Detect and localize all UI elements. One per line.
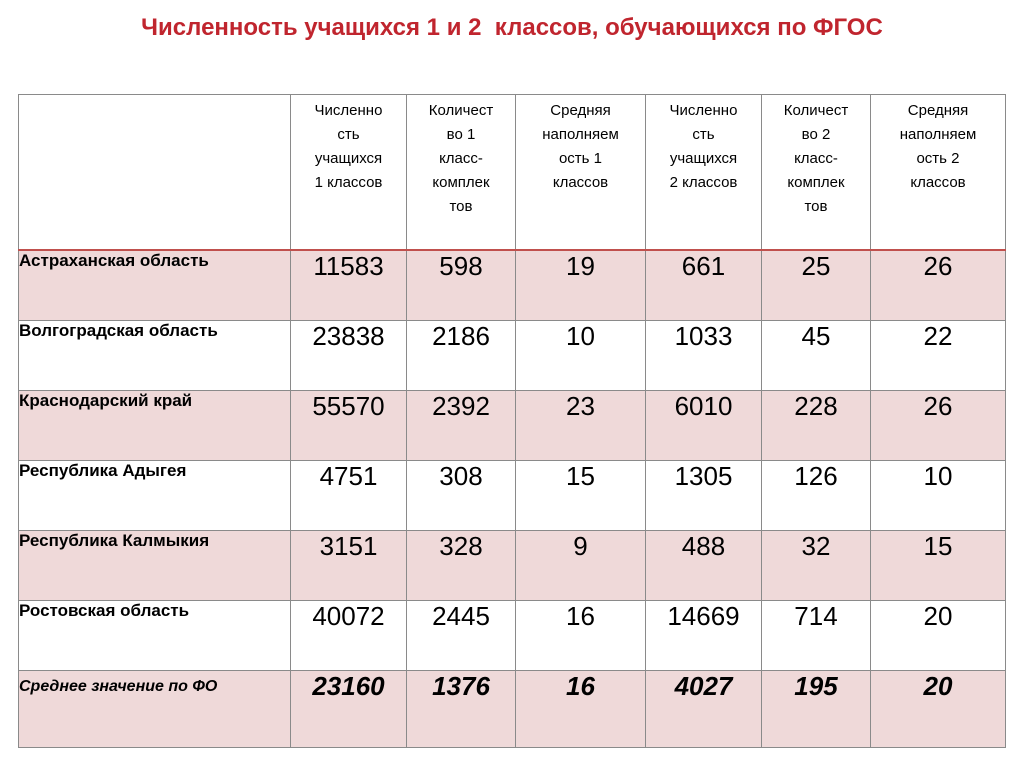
value-cell: 19 <box>516 250 646 321</box>
table-row <box>19 601 1006 671</box>
header-line: Средняя <box>907 102 969 119</box>
value-cell: 488 <box>646 531 762 601</box>
table-row <box>19 321 1006 391</box>
header-line: тов <box>449 198 473 215</box>
region-cell: Волгоградская область <box>19 321 291 391</box>
header-line: класс- <box>794 150 838 167</box>
average-row <box>19 671 1006 748</box>
header-line: Средняя <box>550 102 611 119</box>
value-cell: 308 <box>407 461 516 531</box>
header-line: наполняем <box>899 126 977 143</box>
value-cell: 32 <box>762 531 871 601</box>
region-cell: Астраханская область <box>19 250 291 321</box>
header-row <box>19 95 1006 251</box>
data-table <box>18 94 1006 748</box>
value-cell: 2392 <box>407 391 516 461</box>
average-value-cell: 195 <box>762 671 871 748</box>
header-line: классов <box>910 174 966 191</box>
table-row <box>19 461 1006 531</box>
value-cell: 228 <box>762 391 871 461</box>
header-line: Численно <box>669 102 738 119</box>
value-cell: 6010 <box>646 391 762 461</box>
value-cell: 3151 <box>291 531 407 601</box>
header-cell <box>516 95 646 251</box>
value-cell: 661 <box>646 250 762 321</box>
header-line: Количест <box>783 102 849 119</box>
header-line: наполняем <box>542 126 619 143</box>
header-line: учащихся <box>669 150 738 167</box>
value-cell: 598 <box>407 250 516 321</box>
header-line: тов <box>804 198 828 215</box>
page-title: Численность учащихся 1 и 2 классов, обучающихся по ФГОС <box>141 14 883 41</box>
header-line: во 1 <box>446 126 476 143</box>
header-line: сть <box>692 126 715 143</box>
value-cell: 26 <box>871 250 1006 321</box>
average-value-cell: 23160 <box>291 671 407 748</box>
header-line: во 2 <box>801 126 831 143</box>
value-cell: 1305 <box>646 461 762 531</box>
value-cell: 23838 <box>291 321 407 391</box>
header-line: Численно <box>314 102 383 119</box>
value-cell: 328 <box>407 531 516 601</box>
header-cell-empty <box>19 95 291 251</box>
table-row <box>19 250 1006 321</box>
value-cell: 2186 <box>407 321 516 391</box>
value-cell: 22 <box>871 321 1006 391</box>
value-cell: 23 <box>516 391 646 461</box>
header-line: 2 классов <box>669 174 738 191</box>
table-row <box>19 531 1006 601</box>
header-line: ость 2 <box>916 150 960 167</box>
value-cell: 16 <box>516 601 646 671</box>
value-cell: 714 <box>762 601 871 671</box>
header-cell <box>291 95 407 251</box>
header-line: комплек <box>432 174 490 191</box>
header-line: комплек <box>787 174 845 191</box>
header-line: учащихся <box>314 150 383 167</box>
region-cell: Республика Адыгея <box>19 461 291 531</box>
average-value-cell: 1376 <box>407 671 516 748</box>
value-cell: 40072 <box>291 601 407 671</box>
header-line: классов <box>552 174 609 191</box>
table-row <box>19 391 1006 461</box>
value-cell: 15 <box>516 461 646 531</box>
value-cell: 45 <box>762 321 871 391</box>
header-line: 1 классов <box>314 174 383 191</box>
value-cell: 2445 <box>407 601 516 671</box>
average-label: Среднее значение по ФО <box>19 671 291 748</box>
region-cell: Ростовская область <box>19 601 291 671</box>
value-cell: 55570 <box>291 391 407 461</box>
value-cell: 126 <box>762 461 871 531</box>
header-cell <box>646 95 762 251</box>
header-cell <box>871 95 1006 251</box>
header-line: Количест <box>428 102 494 119</box>
value-cell: 15 <box>871 531 1006 601</box>
header-line: ость 1 <box>558 150 603 167</box>
average-value-cell: 4027 <box>646 671 762 748</box>
value-cell: 14669 <box>646 601 762 671</box>
value-cell: 1033 <box>646 321 762 391</box>
average-value-cell: 16 <box>516 671 646 748</box>
header-cell <box>407 95 516 251</box>
region-cell: Республика Калмыкия <box>19 531 291 601</box>
value-cell: 10 <box>516 321 646 391</box>
region-cell: Краснодарский край <box>19 391 291 461</box>
value-cell: 26 <box>871 391 1006 461</box>
value-cell: 9 <box>516 531 646 601</box>
header-cell <box>762 95 871 251</box>
value-cell: 25 <box>762 250 871 321</box>
value-cell: 10 <box>871 461 1006 531</box>
value-cell: 4751 <box>291 461 407 531</box>
average-value-cell: 20 <box>871 671 1006 748</box>
header-line: класс- <box>439 150 483 167</box>
header-line: сть <box>337 126 360 143</box>
value-cell: 11583 <box>291 250 407 321</box>
value-cell: 20 <box>871 601 1006 671</box>
